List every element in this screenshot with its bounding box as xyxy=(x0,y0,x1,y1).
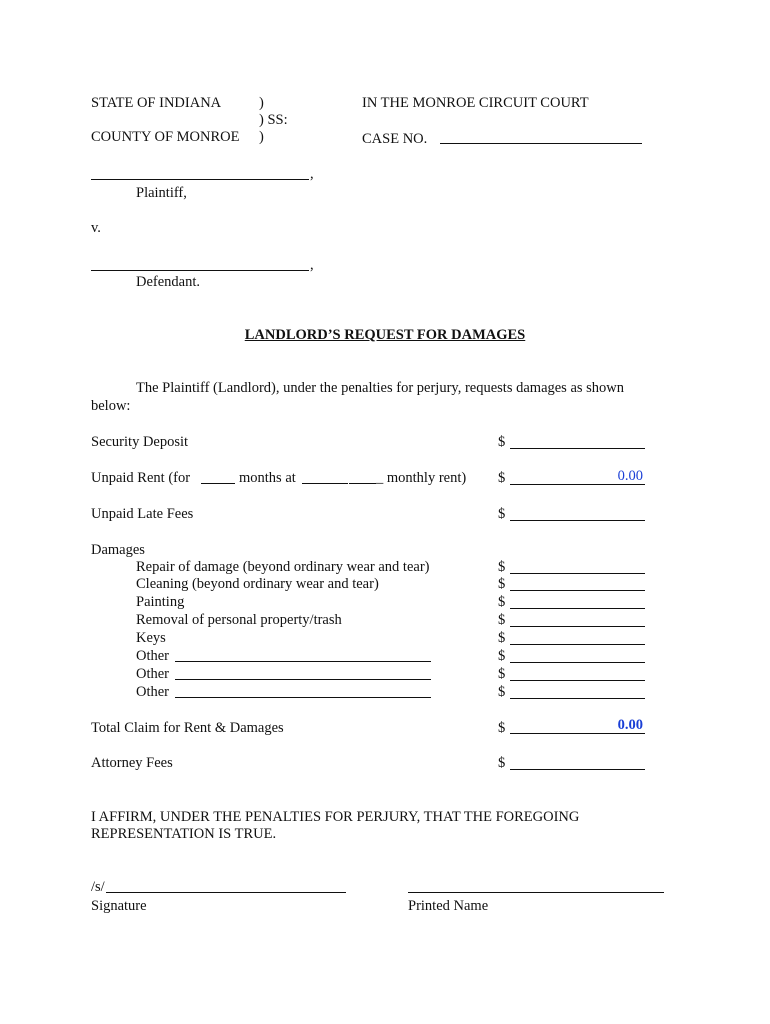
late-fees-label: Unpaid Late Fees xyxy=(91,506,194,522)
dollar-sign: $ xyxy=(498,755,506,771)
dollar-sign: $ xyxy=(498,576,506,592)
security-deposit-label: Security Deposit xyxy=(91,434,189,450)
dollar-sign: $ xyxy=(498,630,506,646)
ss-label: ) SS: xyxy=(259,112,288,128)
repair-field[interactable] xyxy=(510,557,645,574)
unpaid-rent-suffix: _ monthly rent) xyxy=(376,470,467,486)
dollar-sign: $ xyxy=(498,559,506,575)
other-description-field[interactable] xyxy=(175,661,431,662)
intro-text-line2: below: xyxy=(91,398,131,414)
other-amount-field[interactable] xyxy=(510,682,645,699)
total-claim-field[interactable]: 0.00 xyxy=(510,717,645,734)
defendant-name-field[interactable] xyxy=(91,270,309,271)
comma: , xyxy=(310,257,314,273)
versus-label: v. xyxy=(91,220,101,236)
printed-name-field[interactable] xyxy=(408,892,664,893)
monthly-rent-cents-field[interactable] xyxy=(349,483,376,484)
rent-months-field[interactable] xyxy=(201,483,235,484)
other-amount-field[interactable] xyxy=(510,664,645,681)
signature-prefix: /s/ xyxy=(91,879,105,895)
other-amount-field[interactable] xyxy=(510,646,645,663)
monthly-rent-field[interactable] xyxy=(302,483,348,484)
signature-label: Signature xyxy=(91,898,147,914)
intro-text-line1: The Plaintiff (Landlord), under the penalties for perjury, requests damages as shown xyxy=(136,380,625,396)
affirmation-line1: I AFFIRM, UNDER THE PENALTIES FOR PERJURY, THAT THE FOREGOING xyxy=(91,809,580,825)
dollar-sign: $ xyxy=(498,434,506,450)
printed-name-label: Printed Name xyxy=(408,898,489,914)
dollar-sign: $ xyxy=(498,684,506,700)
dollar-sign: $ xyxy=(498,470,506,486)
signature-field[interactable] xyxy=(106,892,346,893)
case-no-field[interactable] xyxy=(440,143,642,144)
other-label: Other xyxy=(136,684,170,700)
other-description-field[interactable] xyxy=(175,679,431,680)
security-deposit-field[interactable] xyxy=(510,432,645,449)
late-fees-field[interactable] xyxy=(510,504,645,521)
court-label: IN THE MONROE CIRCUIT COURT xyxy=(362,95,589,111)
unpaid-rent-mid: months at xyxy=(239,470,296,486)
removal-field[interactable] xyxy=(510,610,645,627)
state-label: STATE OF INDIANA xyxy=(91,95,222,111)
removal-label: Removal of personal property/trash xyxy=(136,612,342,628)
unpaid-rent-label: Unpaid Rent (for xyxy=(91,470,191,486)
caption-paren: ) xyxy=(259,129,264,145)
dollar-sign: $ xyxy=(498,648,506,664)
dollar-sign: $ xyxy=(498,506,506,522)
affirmation-line2: REPRESENTATION IS TRUE. xyxy=(91,826,277,842)
painting-label: Painting xyxy=(136,594,185,610)
attorney-fees-label: Attorney Fees xyxy=(91,755,173,771)
dollar-sign: $ xyxy=(498,612,506,628)
cleaning-field[interactable] xyxy=(510,574,645,591)
case-no-label: CASE NO. xyxy=(362,131,428,147)
county-label: COUNTY OF MONROE xyxy=(91,129,240,145)
keys-field[interactable] xyxy=(510,628,645,645)
dollar-sign: $ xyxy=(498,666,506,682)
keys-label: Keys xyxy=(136,630,166,646)
comma: , xyxy=(310,166,314,182)
caption-paren: ) xyxy=(259,95,264,111)
other-description-field[interactable] xyxy=(175,697,431,698)
unpaid-rent-amount-field[interactable]: 0.00 xyxy=(510,468,645,485)
repair-label: Repair of damage (beyond ordinary wear and tear) xyxy=(136,559,430,575)
other-label: Other xyxy=(136,666,170,682)
other-label: Other xyxy=(136,648,170,664)
document-title: LANDLORD’S REQUEST FOR DAMAGES xyxy=(244,327,526,343)
total-claim-label: Total Claim for Rent & Damages xyxy=(91,720,284,736)
plaintiff-label: Plaintiff, xyxy=(136,185,187,201)
painting-field[interactable] xyxy=(510,592,645,609)
attorney-fees-field[interactable] xyxy=(510,753,645,770)
dollar-sign: $ xyxy=(498,720,506,736)
defendant-label: Defendant. xyxy=(136,274,201,290)
plaintiff-name-field[interactable] xyxy=(91,179,309,180)
cleaning-label: Cleaning (beyond ordinary wear and tear) xyxy=(136,576,379,592)
damages-heading: Damages xyxy=(91,542,145,558)
dollar-sign: $ xyxy=(498,594,506,610)
